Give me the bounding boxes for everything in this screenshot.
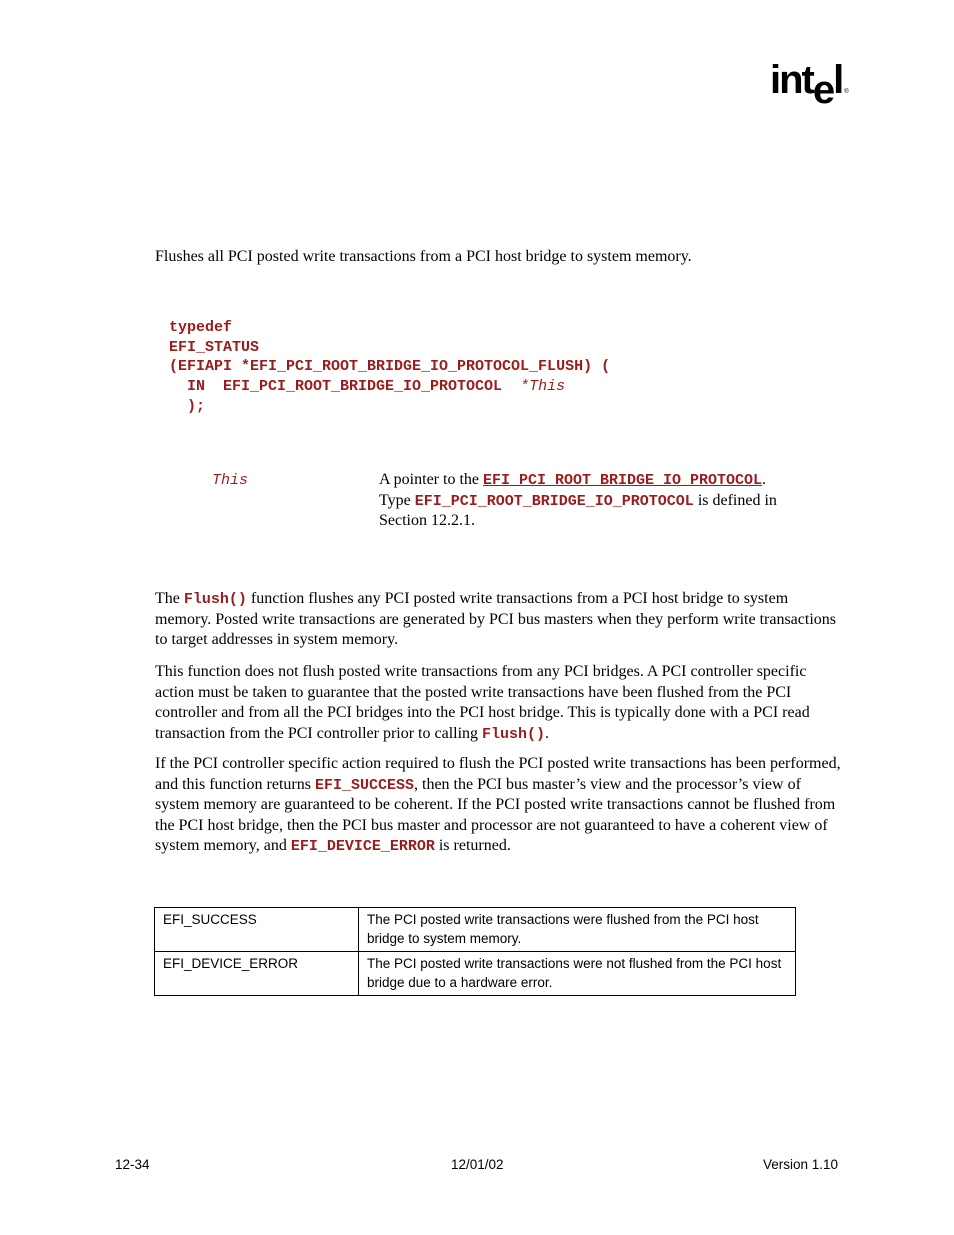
status-code-cell: EFI_DEVICE_ERROR (155, 952, 359, 996)
code-line-close: ); (169, 397, 206, 415)
efi-success-code: EFI_SUCCESS (314, 776, 414, 794)
code-param-type: IN EFI_PCI_ROOT_BRIDGE_IO_PROTOCOL (169, 378, 521, 396)
code-line-typedef: typedef (169, 319, 233, 336)
status-desc-cell: The PCI posted write transactions were flushed from the PCI host bridge to system memory. (359, 908, 796, 952)
protocol-type-code: EFI_PCI_ROOT_BRIDGE_IO_PROTOCOL (414, 492, 694, 510)
intel-logo: intel ® (770, 58, 849, 112)
param-desc-text: . (762, 471, 767, 488)
param-description (379, 470, 849, 532)
table-row (155, 908, 796, 952)
code-line-param (169, 377, 610, 397)
code-line-signature: (EFIAPI *EFI_PCI_ROOT_BRIDGE_IO_PROTOCOL_FLUSH) ( (169, 358, 611, 376)
status-codes-table (154, 907, 796, 996)
prototype-code (169, 318, 610, 417)
flush-code: Flush() (482, 725, 546, 743)
param-desc-text: A pointer to the (379, 471, 483, 488)
status-code-cell: EFI_SUCCESS (155, 908, 359, 952)
code-param-name: *This (520, 378, 566, 396)
param-desc-section: Section 12.2.1. (379, 512, 475, 530)
table-row (155, 952, 796, 996)
param-name-this: This (212, 472, 249, 489)
efi-device-error-code: EFI_DEVICE_ERROR (290, 838, 435, 856)
status-desc-cell: The PCI posted write transactions were not flushed from the PCI host bridge due to a hardware error. (359, 952, 796, 996)
description-paragraph-3: If the PCI controller specific action required to flush the PCI posted write transactions has been performed, and this function returns EFI_SUCCESS, then the PCI bus master’s view and the processor’s view of system memory are guaranteed to be coherent. If the PCI posted write transactions cannot be flushed from the PCI host bridge, then the PCI bus master and processor are not guaranteed to have a coherent view of system memory, and EFI_DEVICE_ERROR is returned. (155, 755, 841, 856)
description-paragraph-2: This function does not flush posted write transactions from any PCI bridges. A PCI controller specific action must be taken to guarantee that the posted write transactions have been flushed from the PCI controller and from all the PCI bridges into the PCI host bridge. This is typically done with a PCI read transaction from the PCI controller prior to calling Flush(). (155, 663, 810, 743)
summary-text: Flushes all PCI posted write transactions from a PCI host bridge to system memory. (155, 248, 692, 265)
description-paragraph-1: The Flush() function flushes any PCI posted write transactions from a PCI host bridge to system memory. Posted write transactions are generated by PCI bus masters when they perform write transactions to target addresses in system memory. (155, 590, 836, 649)
flush-code: Flush() (183, 591, 247, 608)
param-desc-text: is defined in (693, 491, 777, 509)
footer-date: 12/01/02 (451, 1157, 504, 1172)
footer-page-number: 12-34 (115, 1157, 150, 1172)
param-desc-text: Type (379, 491, 415, 509)
protocol-link[interactable]: EFI_PCI_ROOT_BRIDGE_IO_PROTOCOL (482, 472, 763, 489)
code-line-return-type: EFI_STATUS (169, 338, 260, 356)
footer-version: Version 1.10 (763, 1157, 839, 1172)
